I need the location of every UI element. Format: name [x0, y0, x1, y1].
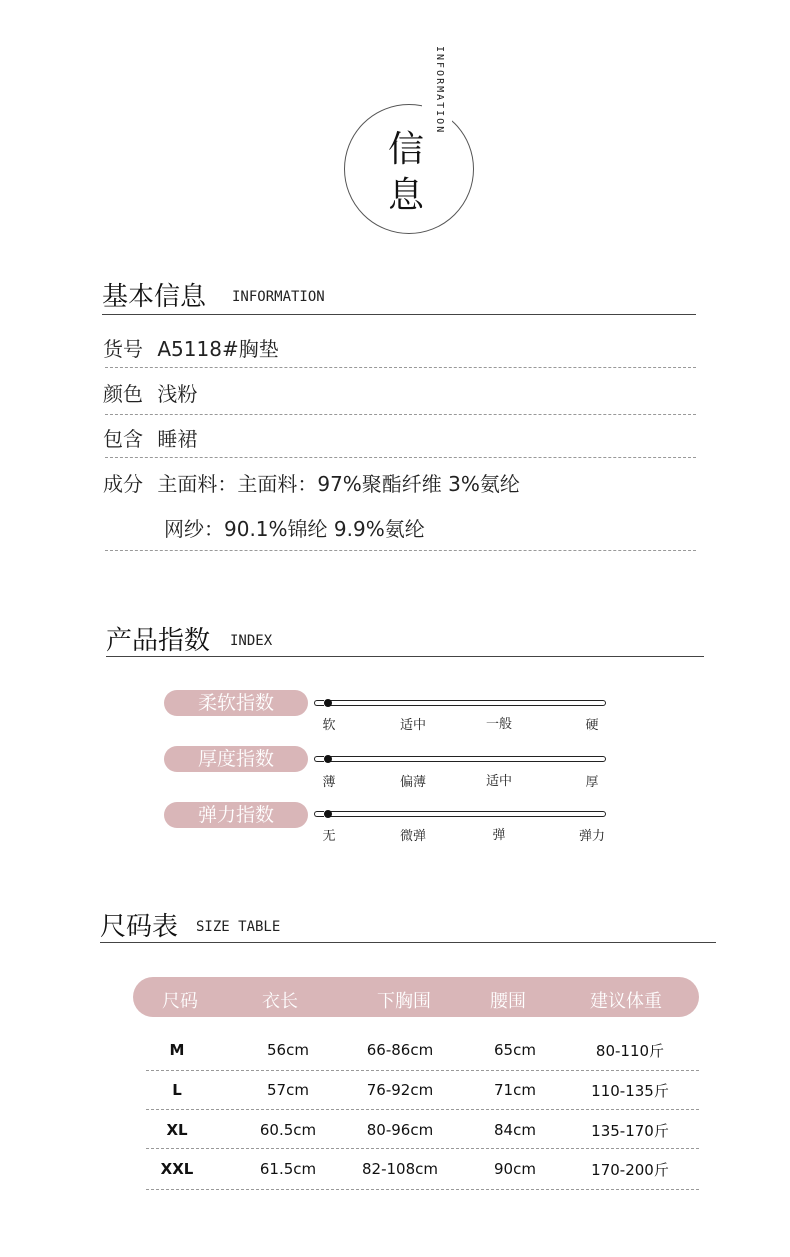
- scale-label: 适中: [485, 774, 512, 789]
- table-cell-size: XXL: [160, 1160, 194, 1178]
- row-divider: [105, 414, 696, 415]
- scale-label: 弹: [492, 828, 506, 843]
- row-divider: [105, 457, 696, 458]
- table-cell: 84cm: [494, 1121, 536, 1139]
- info-label: 货号: [103, 337, 143, 361]
- scale-knob-elasticity: [324, 810, 332, 818]
- index-title: 产品指数: [106, 626, 211, 656]
- table-cell: 71cm: [494, 1081, 536, 1099]
- table-cell: 61.5cm: [259, 1160, 317, 1178]
- row-divider: [105, 367, 696, 368]
- scale-track-softness: [326, 700, 606, 706]
- table-cell: 80-96cm: [366, 1121, 434, 1139]
- info-row-color: [103, 378, 197, 407]
- info-value: 浅粉: [157, 382, 198, 406]
- table-cell: 56cm: [267, 1041, 309, 1059]
- info-value: 睡裙: [157, 427, 198, 451]
- table-header-cell: 腰围: [490, 991, 526, 1012]
- size-table-subtitle: SIZE TABLE: [196, 919, 281, 935]
- size-table-divider: [100, 942, 716, 943]
- table-cell: 66-86cm: [366, 1041, 434, 1059]
- table-cell: 82-108cm: [362, 1160, 438, 1178]
- scale-track-cap: [314, 811, 324, 817]
- scale-knob-softness: [324, 699, 332, 707]
- index-subtitle: INDEX: [230, 633, 273, 649]
- scale-label: 薄: [322, 775, 336, 790]
- scale-knob-thickness: [324, 755, 332, 763]
- badge-char-1: 信: [387, 129, 424, 170]
- table-cell: 76-92cm: [366, 1081, 434, 1099]
- info-value: A5118#胸垫: [157, 337, 279, 361]
- table-row-divider: [146, 1070, 699, 1071]
- info-row-composition: [103, 468, 520, 497]
- index-divider: [106, 656, 704, 657]
- info-value: 主面料：主面料：97%聚酯纤维 3%氨纶: [157, 472, 520, 496]
- index-pill-softness: 柔软指数: [164, 690, 308, 716]
- scale-track-cap: [314, 700, 324, 706]
- scale-label: 软: [322, 718, 336, 733]
- table-cell: 110-135斤: [591, 1082, 669, 1100]
- scale-track-elasticity: [326, 811, 606, 817]
- table-header-cell: 下胸围: [377, 991, 431, 1012]
- table-header-cell: 衣长: [262, 991, 298, 1012]
- table-cell: 170-200斤: [591, 1161, 669, 1179]
- scale-track-thickness: [326, 756, 606, 762]
- scale-label: 偏薄: [399, 775, 426, 790]
- scale-track-cap: [314, 756, 324, 762]
- table-cell-size: L: [172, 1081, 182, 1099]
- basic-info-subtitle: INFORMATION: [232, 289, 325, 305]
- table-cell: 80-110斤: [595, 1042, 665, 1060]
- info-composition-extra: 网纱：90.1%锦纶 9.9%氨纶: [164, 517, 425, 541]
- size-table-title: 尺码表: [100, 912, 179, 942]
- info-row-item-number: [103, 333, 279, 362]
- table-row-divider: [146, 1109, 699, 1110]
- basic-info-divider: [102, 314, 696, 315]
- info-label: 包含: [103, 427, 143, 451]
- table-cell: 90cm: [494, 1160, 536, 1178]
- table-cell: 60.5cm: [259, 1121, 317, 1139]
- table-header-cell: 尺码: [162, 991, 198, 1012]
- info-label: 成分: [103, 472, 143, 496]
- scale-label: 厚: [585, 775, 599, 790]
- scale-label: 硬: [585, 718, 599, 733]
- table-header-cell: 建议体重: [590, 991, 662, 1012]
- badge-char-2: 息: [387, 175, 424, 216]
- table-cell: 65cm: [494, 1041, 536, 1059]
- index-pill-elasticity: 弹力指数: [164, 802, 308, 828]
- scale-label: 一般: [485, 717, 512, 732]
- table-cell-size: XL: [166, 1121, 188, 1139]
- basic-info-title: 基本信息: [102, 282, 207, 312]
- table-cell-size: M: [169, 1041, 185, 1059]
- table-cell: 57cm: [267, 1081, 309, 1099]
- badge-vertical-text: INFORMATION: [434, 46, 445, 135]
- info-row-includes: [103, 423, 197, 452]
- table-cell: 135-170斤: [591, 1122, 669, 1140]
- scale-label: 弹力: [578, 829, 605, 844]
- scale-label: 无: [322, 829, 336, 844]
- scale-label: 微弹: [399, 829, 426, 844]
- index-pill-thickness: 厚度指数: [164, 746, 308, 772]
- scale-label: 适中: [399, 718, 426, 733]
- table-row-divider: [146, 1148, 699, 1149]
- table-row-divider: [146, 1189, 699, 1190]
- info-label: 颜色: [103, 382, 143, 406]
- row-divider: [105, 550, 696, 551]
